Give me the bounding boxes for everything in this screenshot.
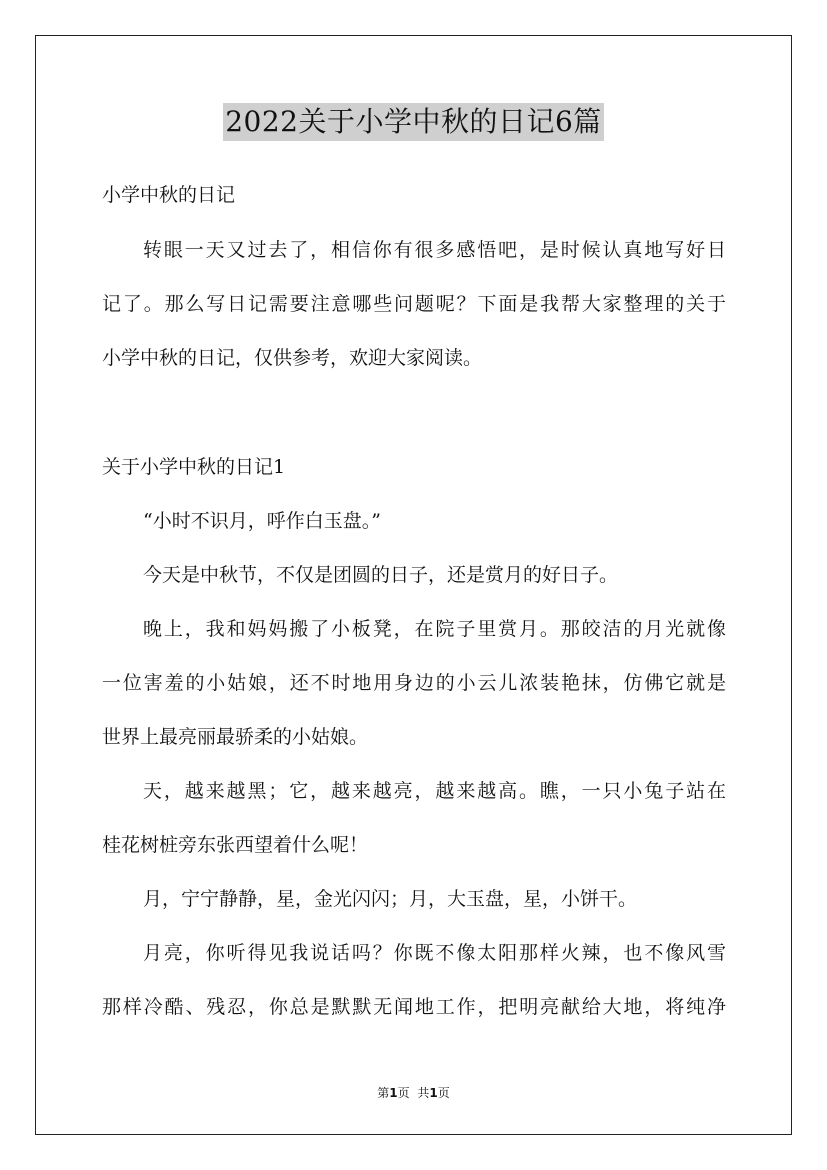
body-line: 晚上，我和妈妈搬了小板凳，在院子里赏月。那皎洁的月光就像	[143, 618, 726, 640]
body-line: 一位害羞的小姑娘，还不时地用身边的小云儿浓装艳抹，仿佛它就是	[102, 672, 726, 694]
title-container	[0, 103, 827, 141]
intro-line: 记了。那么写日记需要注意哪些问题呢？下面是我帮大家整理的关于	[102, 293, 726, 315]
page-prefix: 第	[377, 1086, 390, 1100]
intro-heading: 小学中秋的日记	[102, 184, 236, 206]
total-unit: 页	[437, 1086, 450, 1100]
body-line: 今天是中秋节，不仅是团圆的日子，还是赏月的好日子。	[143, 564, 619, 586]
body-line: 天，越来越黑；它，越来越亮，越来越高。瞧，一只小兔子站在	[143, 780, 726, 802]
document-title: 2022关于小学中秋的日记6篇	[223, 103, 604, 141]
body-line: “小时不识月，呼作白玉盘。”	[143, 510, 381, 532]
body-line: 月，宁宁静静，星，金光闪闪；月，大玉盘，星，小饼干。	[143, 888, 638, 910]
page-footer	[0, 1085, 827, 1101]
section-heading: 关于小学中秋的日记1	[102, 456, 286, 478]
intro-line: 小学中秋的日记，仅供参考，欢迎大家阅读。	[102, 347, 483, 369]
intro-line: 转眼一天又过去了，相信你有很多感悟吧，是时候认真地写好日	[143, 239, 726, 261]
body-line: 那样冷酷、残忍，你总是默默无闻地工作，把明亮献给大地，将纯净	[102, 996, 726, 1018]
page-total: 1	[429, 1086, 438, 1100]
body-line: 月亮，你听得见我说话吗？你既不像太阳那样火辣，也不像风雪	[143, 942, 726, 964]
total-prefix: 共	[417, 1086, 430, 1100]
page-current: 1	[389, 1086, 398, 1100]
body-line: 桂花树桩旁东张西望着什么呢！	[102, 834, 369, 856]
body-line: 世界上最亮丽最骄柔的小姑娘。	[102, 726, 369, 748]
page-unit: 页	[397, 1086, 410, 1100]
